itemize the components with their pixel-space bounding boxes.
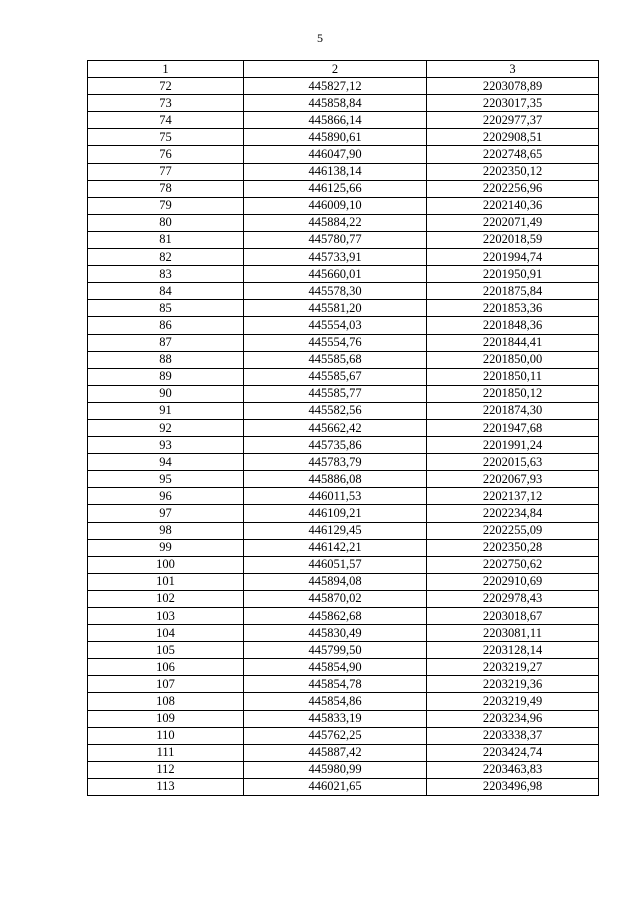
point-number-cell: 76	[88, 146, 244, 163]
table-header	[88, 61, 599, 78]
y-coordinate-cell: 2203017,35	[427, 95, 599, 112]
x-coordinate-cell: 445890,61	[244, 129, 427, 146]
table-row	[88, 283, 599, 300]
x-coordinate-cell: 445581,20	[244, 300, 427, 317]
point-number-cell: 78	[88, 180, 244, 197]
table-row	[88, 761, 599, 778]
x-coordinate-cell: 445582,56	[244, 402, 427, 419]
y-coordinate-cell: 2201991,24	[427, 437, 599, 454]
x-coordinate-cell: 445735,86	[244, 437, 427, 454]
table-row	[88, 659, 599, 676]
table-row	[88, 590, 599, 607]
point-number-cell: 101	[88, 573, 244, 590]
y-coordinate-cell: 2201848,36	[427, 317, 599, 334]
y-coordinate-cell: 2202350,28	[427, 539, 599, 556]
y-coordinate-cell: 2201994,74	[427, 249, 599, 266]
y-coordinate-cell: 2203424,74	[427, 744, 599, 761]
table-row	[88, 608, 599, 625]
table-row	[88, 505, 599, 522]
y-coordinate-cell: 2203078,89	[427, 78, 599, 95]
table-row	[88, 437, 599, 454]
point-number-cell: 105	[88, 642, 244, 659]
point-number-cell: 111	[88, 744, 244, 761]
table-row	[88, 146, 599, 163]
y-coordinate-cell: 2201850,11	[427, 368, 599, 385]
table-row	[88, 368, 599, 385]
table-row	[88, 317, 599, 334]
point-number-cell: 74	[88, 112, 244, 129]
y-coordinate-cell: 2203081,11	[427, 625, 599, 642]
x-coordinate-cell: 446009,10	[244, 197, 427, 214]
x-coordinate-cell: 445578,30	[244, 283, 427, 300]
table-row	[88, 573, 599, 590]
point-number-cell: 96	[88, 488, 244, 505]
x-coordinate-cell: 445833,19	[244, 710, 427, 727]
y-coordinate-cell: 2201947,68	[427, 419, 599, 436]
y-coordinate-cell: 2202137,12	[427, 488, 599, 505]
y-coordinate-cell: 2203234,96	[427, 710, 599, 727]
table-row	[88, 334, 599, 351]
x-coordinate-cell: 445585,67	[244, 368, 427, 385]
point-number-cell: 106	[88, 659, 244, 676]
y-coordinate-cell: 2202750,62	[427, 556, 599, 573]
table-row	[88, 95, 599, 112]
y-coordinate-cell: 2201850,12	[427, 385, 599, 402]
point-number-cell: 93	[88, 437, 244, 454]
table-row	[88, 112, 599, 129]
point-number-cell: 73	[88, 95, 244, 112]
column-header-2: 2	[244, 61, 427, 78]
x-coordinate-cell: 445554,03	[244, 317, 427, 334]
point-number-cell: 88	[88, 351, 244, 368]
point-number-cell: 79	[88, 197, 244, 214]
y-coordinate-cell: 2202018,59	[427, 231, 599, 248]
y-coordinate-cell: 2201844,41	[427, 334, 599, 351]
table-row	[88, 744, 599, 761]
point-number-cell: 91	[88, 402, 244, 419]
y-coordinate-cell: 2202067,93	[427, 471, 599, 488]
header-row	[88, 61, 599, 78]
x-coordinate-cell: 445886,08	[244, 471, 427, 488]
table-row	[88, 693, 599, 710]
coordinates-table	[87, 60, 599, 796]
point-number-cell: 99	[88, 539, 244, 556]
table-row	[88, 266, 599, 283]
point-number-cell: 87	[88, 334, 244, 351]
x-coordinate-cell: 446051,57	[244, 556, 427, 573]
table-row	[88, 676, 599, 693]
point-number-cell: 92	[88, 419, 244, 436]
x-coordinate-cell: 445870,02	[244, 590, 427, 607]
table-row	[88, 710, 599, 727]
y-coordinate-cell: 2202350,12	[427, 163, 599, 180]
y-coordinate-cell: 2203463,83	[427, 761, 599, 778]
table-row	[88, 471, 599, 488]
point-number-cell: 97	[88, 505, 244, 522]
table-row	[88, 78, 599, 95]
point-number-cell: 89	[88, 368, 244, 385]
x-coordinate-cell: 445762,25	[244, 727, 427, 744]
table-row	[88, 351, 599, 368]
point-number-cell: 109	[88, 710, 244, 727]
y-coordinate-cell: 2202015,63	[427, 454, 599, 471]
y-coordinate-cell: 2202748,65	[427, 146, 599, 163]
x-coordinate-cell: 446021,65	[244, 778, 427, 795]
x-coordinate-cell: 446011,53	[244, 488, 427, 505]
point-number-cell: 103	[88, 608, 244, 625]
x-coordinate-cell: 445854,90	[244, 659, 427, 676]
point-number-cell: 98	[88, 522, 244, 539]
y-coordinate-cell: 2201875,84	[427, 283, 599, 300]
point-number-cell: 112	[88, 761, 244, 778]
y-coordinate-cell: 2202234,84	[427, 505, 599, 522]
x-coordinate-cell: 445585,77	[244, 385, 427, 402]
y-coordinate-cell: 2203219,27	[427, 659, 599, 676]
x-coordinate-cell: 445827,12	[244, 78, 427, 95]
column-header-1: 1	[88, 61, 244, 78]
x-coordinate-cell: 445866,14	[244, 112, 427, 129]
point-number-cell: 72	[88, 78, 244, 95]
y-coordinate-cell: 2202071,49	[427, 214, 599, 231]
x-coordinate-cell: 445894,08	[244, 573, 427, 590]
x-coordinate-cell: 445585,68	[244, 351, 427, 368]
x-coordinate-cell: 445662,42	[244, 419, 427, 436]
y-coordinate-cell: 2202908,51	[427, 129, 599, 146]
point-number-cell: 107	[88, 676, 244, 693]
point-number-cell: 104	[88, 625, 244, 642]
y-coordinate-cell: 2202255,09	[427, 522, 599, 539]
x-coordinate-cell: 445780,77	[244, 231, 427, 248]
table-row	[88, 402, 599, 419]
point-number-cell: 94	[88, 454, 244, 471]
x-coordinate-cell: 445980,99	[244, 761, 427, 778]
table-body	[88, 78, 599, 796]
table-row	[88, 180, 599, 197]
x-coordinate-cell: 445733,91	[244, 249, 427, 266]
y-coordinate-cell: 2203128,14	[427, 642, 599, 659]
x-coordinate-cell: 445799,50	[244, 642, 427, 659]
point-number-cell: 110	[88, 727, 244, 744]
y-coordinate-cell: 2202977,37	[427, 112, 599, 129]
y-coordinate-cell: 2201853,36	[427, 300, 599, 317]
y-coordinate-cell: 2202910,69	[427, 573, 599, 590]
y-coordinate-cell: 2203219,36	[427, 676, 599, 693]
table-row	[88, 642, 599, 659]
y-coordinate-cell: 2201950,91	[427, 266, 599, 283]
table-row	[88, 231, 599, 248]
table-row	[88, 197, 599, 214]
table-row	[88, 556, 599, 573]
x-coordinate-cell: 446109,21	[244, 505, 427, 522]
point-number-cell: 90	[88, 385, 244, 402]
x-coordinate-cell: 445887,42	[244, 744, 427, 761]
point-number-cell: 102	[88, 590, 244, 607]
table-row	[88, 249, 599, 266]
table-row	[88, 522, 599, 539]
table-row	[88, 419, 599, 436]
point-number-cell: 80	[88, 214, 244, 231]
x-coordinate-cell: 445660,01	[244, 266, 427, 283]
point-number-cell: 113	[88, 778, 244, 795]
table-row	[88, 300, 599, 317]
point-number-cell: 85	[88, 300, 244, 317]
y-coordinate-cell: 2203338,37	[427, 727, 599, 744]
x-coordinate-cell: 445858,84	[244, 95, 427, 112]
x-coordinate-cell: 445854,78	[244, 676, 427, 693]
y-coordinate-cell: 2201850,00	[427, 351, 599, 368]
x-coordinate-cell: 446138,14	[244, 163, 427, 180]
x-coordinate-cell: 445884,22	[244, 214, 427, 231]
table-row	[88, 129, 599, 146]
table-row	[88, 727, 599, 744]
point-number-cell: 82	[88, 249, 244, 266]
page-number: 5	[317, 31, 323, 45]
table-row	[88, 625, 599, 642]
table-row	[88, 539, 599, 556]
point-number-cell: 77	[88, 163, 244, 180]
x-coordinate-cell: 445854,86	[244, 693, 427, 710]
y-coordinate-cell: 2203496,98	[427, 778, 599, 795]
table-row	[88, 214, 599, 231]
x-coordinate-cell: 446129,45	[244, 522, 427, 539]
y-coordinate-cell: 2202978,43	[427, 590, 599, 607]
x-coordinate-cell: 446047,90	[244, 146, 427, 163]
point-number-cell: 95	[88, 471, 244, 488]
x-coordinate-cell: 446142,21	[244, 539, 427, 556]
x-coordinate-cell: 445862,68	[244, 608, 427, 625]
y-coordinate-cell: 2202256,96	[427, 180, 599, 197]
y-coordinate-cell: 2202140,36	[427, 197, 599, 214]
table-row	[88, 488, 599, 505]
point-number-cell: 86	[88, 317, 244, 334]
table-row	[88, 454, 599, 471]
table-row	[88, 778, 599, 795]
point-number-cell: 100	[88, 556, 244, 573]
point-number-cell: 81	[88, 231, 244, 248]
y-coordinate-cell: 2203219,49	[427, 693, 599, 710]
table-row	[88, 385, 599, 402]
x-coordinate-cell: 446125,66	[244, 180, 427, 197]
x-coordinate-cell: 445554,76	[244, 334, 427, 351]
point-number-cell: 84	[88, 283, 244, 300]
table-row	[88, 163, 599, 180]
column-header-3: 3	[427, 61, 599, 78]
x-coordinate-cell: 445783,79	[244, 454, 427, 471]
x-coordinate-cell: 445830,49	[244, 625, 427, 642]
point-number-cell: 108	[88, 693, 244, 710]
point-number-cell: 83	[88, 266, 244, 283]
y-coordinate-cell: 2201874,30	[427, 402, 599, 419]
y-coordinate-cell: 2203018,67	[427, 608, 599, 625]
point-number-cell: 75	[88, 129, 244, 146]
